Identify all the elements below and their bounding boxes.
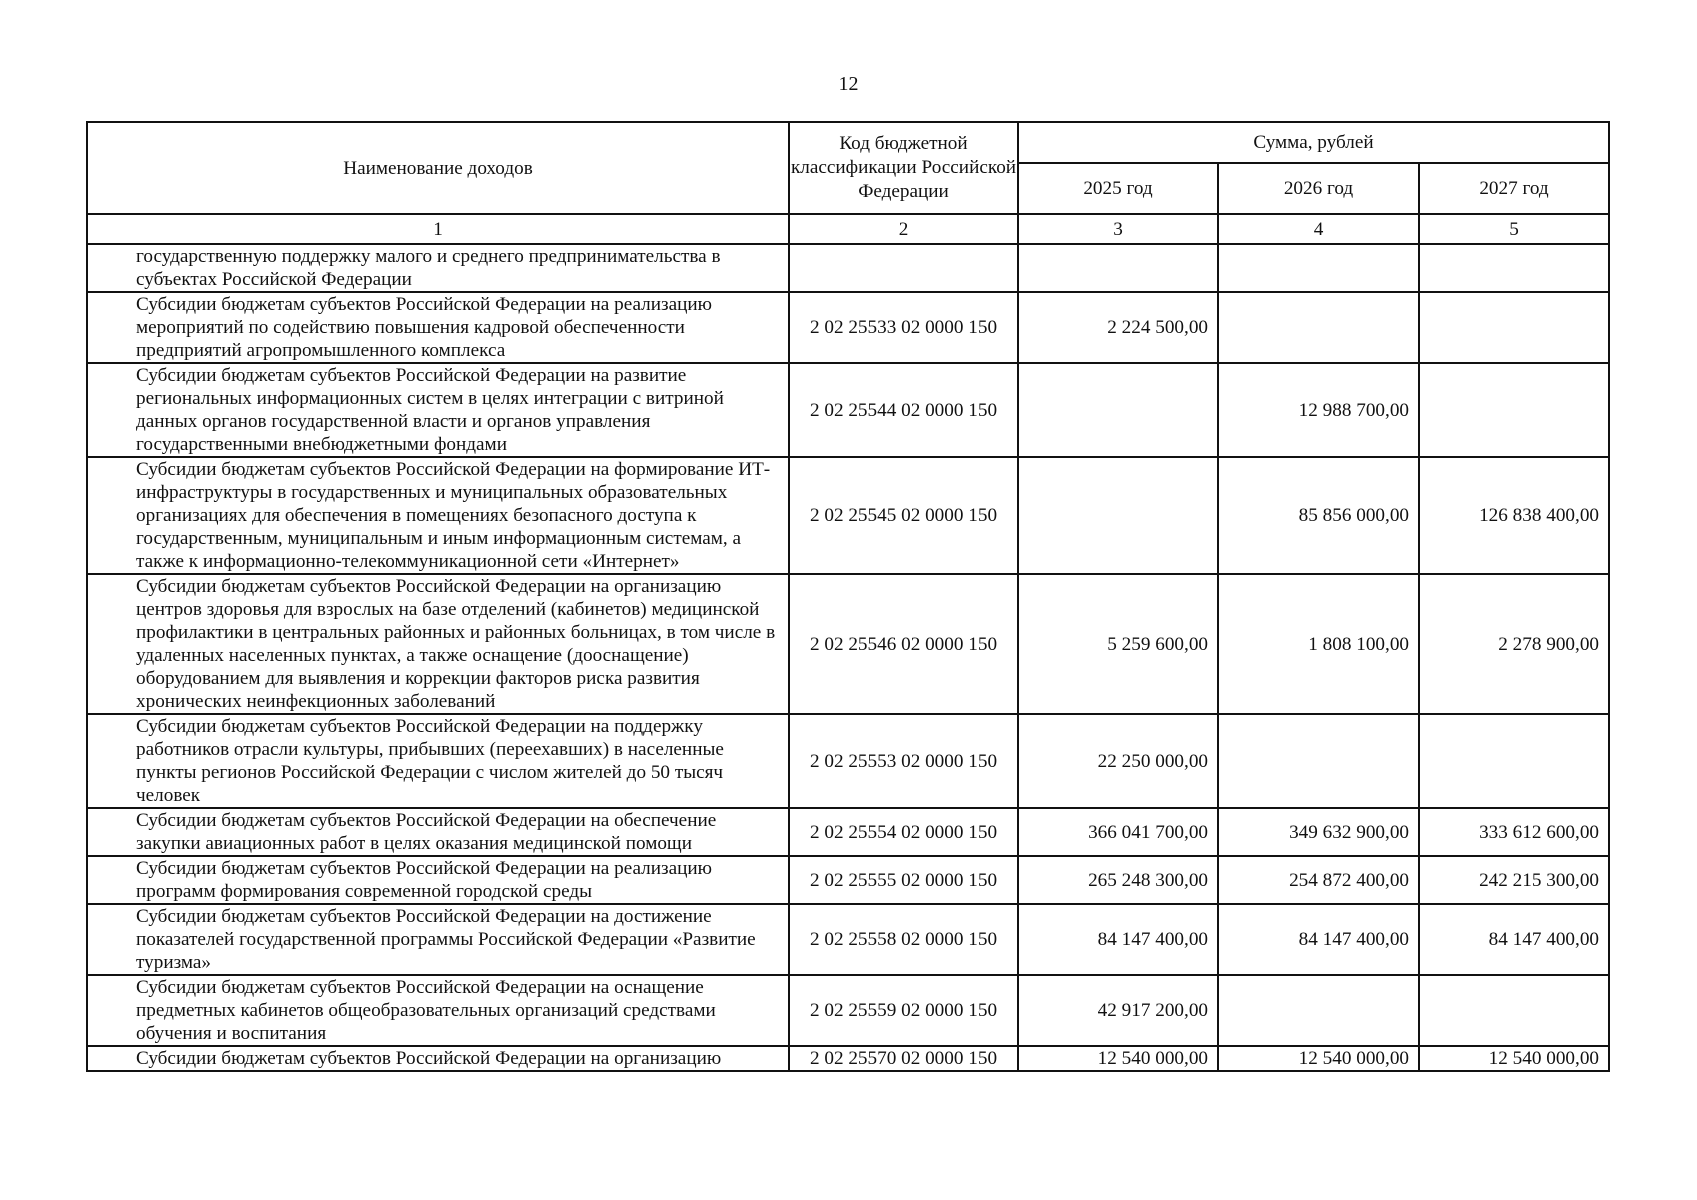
budget-code: 2 02 25544 02 0000 150 <box>789 363 1018 457</box>
budget-code: 2 02 25558 02 0000 150 <box>789 904 1018 975</box>
column-number: 4 <box>1218 214 1419 244</box>
amount-2027: 126 838 400,00 <box>1419 457 1609 574</box>
table-row <box>87 457 1609 574</box>
budget-code: 2 02 25559 02 0000 150 <box>789 975 1018 1046</box>
page-number: 12 <box>838 73 859 95</box>
table-row <box>87 904 1609 975</box>
income-name: Субсидии бюджетам субъектов Российской Федерации на развитие региональных информационных систем в целях интеграции с витриной данных органов государственной власти и органов управления государственными внебюджетными фондами <box>87 363 789 457</box>
amount-2025: 12 540 000,00 <box>1018 1046 1218 1071</box>
amount-2026: 85 856 000,00 <box>1218 457 1419 574</box>
table-row <box>87 856 1609 904</box>
budget-code: 2 02 25546 02 0000 150 <box>789 574 1018 714</box>
amount-2025: 42 917 200,00 <box>1018 975 1218 1046</box>
amount-2025 <box>1018 363 1218 457</box>
amount-2027 <box>1419 975 1609 1046</box>
column-number: 3 <box>1018 214 1218 244</box>
income-name: Субсидии бюджетам субъектов Российской Федерации на реализацию программ формирования современной городской среды <box>87 856 789 904</box>
amount-2027 <box>1419 363 1609 457</box>
header-sum: Сумма, рублей <box>1018 122 1609 163</box>
amount-2026 <box>1218 975 1419 1046</box>
amount-2026: 12 988 700,00 <box>1218 363 1419 457</box>
income-name: Субсидии бюджетам субъектов Российской Федерации на организацию центров здоровья для взрослых на базе отделений (кабинетов) медицинской профилактики в центральных районных и районных больницах, в том числе в удаленных населенных пунктах, а также оснащение (дооснащение) оборудованием для выявления и коррекции факторов риска развития хронических неинфекционных заболеваний <box>87 574 789 714</box>
column-number: 2 <box>789 214 1018 244</box>
amount-2027: 12 540 000,00 <box>1419 1046 1609 1071</box>
amount-2027: 84 147 400,00 <box>1419 904 1609 975</box>
amount-2026: 254 872 400,00 <box>1218 856 1419 904</box>
amount-2026: 1 808 100,00 <box>1218 574 1419 714</box>
amount-2027: 242 215 300,00 <box>1419 856 1609 904</box>
budget-code: 2 02 25570 02 0000 150 <box>789 1046 1018 1071</box>
amount-2027 <box>1419 292 1609 363</box>
amount-2025: 5 259 600,00 <box>1018 574 1218 714</box>
amount-2025: 84 147 400,00 <box>1018 904 1218 975</box>
table-row <box>87 363 1609 457</box>
amount-2027 <box>1419 244 1609 292</box>
budget-code: 2 02 25545 02 0000 150 <box>789 457 1018 574</box>
amount-2025 <box>1018 457 1218 574</box>
budget-table <box>86 121 1610 1072</box>
column-number-row <box>87 214 1609 244</box>
income-name: Субсидии бюджетам субъектов Российской Федерации на достижение показателей государственной программы Российской Федерации «Развитие туризма» <box>87 904 789 975</box>
header-income-name: Наименование доходов <box>87 122 789 214</box>
amount-2026: 12 540 000,00 <box>1218 1046 1419 1071</box>
amount-2026 <box>1218 244 1419 292</box>
column-number: 1 <box>87 214 789 244</box>
amount-2026: 84 147 400,00 <box>1218 904 1419 975</box>
amount-2025: 265 248 300,00 <box>1018 856 1218 904</box>
income-name: Субсидии бюджетам субъектов Российской Федерации на организацию <box>87 1046 789 1071</box>
column-number: 5 <box>1419 214 1609 244</box>
header-year-2026: 2026 год <box>1218 163 1419 214</box>
table-row <box>87 244 1609 292</box>
budget-code <box>789 244 1018 292</box>
amount-2025: 366 041 700,00 <box>1018 808 1218 856</box>
amount-2027: 333 612 600,00 <box>1419 808 1609 856</box>
table-row <box>87 975 1609 1046</box>
amount-2025: 22 250 000,00 <box>1018 714 1218 808</box>
income-name: государственную поддержку малого и среднего предпринимательства в субъектах Российской Федерации <box>87 244 789 292</box>
amount-2026 <box>1218 292 1419 363</box>
income-name: Субсидии бюджетам субъектов Российской Федерации на формирование ИТ-инфраструктуры в государственных и муниципальных образовательных организациях для обеспечения в помещениях безопасного доступа к государственным, муниципальным и иным информационным системам, а также к информационно-телекоммуникационной сети «Интернет» <box>87 457 789 574</box>
income-name: Субсидии бюджетам субъектов Российской Федерации на реализацию мероприятий по содействию повышения кадровой обеспеченности предприятий агропромышленного комплекса <box>87 292 789 363</box>
table-row <box>87 1046 1609 1071</box>
budget-code: 2 02 25533 02 0000 150 <box>789 292 1018 363</box>
budget-code: 2 02 25554 02 0000 150 <box>789 808 1018 856</box>
table-row <box>87 292 1609 363</box>
amount-2027 <box>1419 714 1609 808</box>
income-name: Субсидии бюджетам субъектов Российской Федерации на обеспечение закупки авиационных работ в целях оказания медицинской помощи <box>87 808 789 856</box>
income-name: Субсидии бюджетам субъектов Российской Федерации на оснащение предметных кабинетов общеобразовательных организаций средствами обучения и воспитания <box>87 975 789 1046</box>
amount-2026 <box>1218 714 1419 808</box>
table-row <box>87 574 1609 714</box>
header-year-2025: 2025 год <box>1018 163 1218 214</box>
header-budget-code: Код бюджетной классификации Российской Федерации <box>789 122 1018 214</box>
amount-2026: 349 632 900,00 <box>1218 808 1419 856</box>
budget-code: 2 02 25553 02 0000 150 <box>789 714 1018 808</box>
header-year-2027: 2027 год <box>1419 163 1609 214</box>
table-row <box>87 714 1609 808</box>
amount-2025 <box>1018 244 1218 292</box>
budget-code: 2 02 25555 02 0000 150 <box>789 856 1018 904</box>
amount-2027: 2 278 900,00 <box>1419 574 1609 714</box>
income-name: Субсидии бюджетам субъектов Российской Федерации на поддержку работников отрасли культуры, прибывших (переехавших) в населенные пункты регионов Российской Федерации с числом жителей до 50 тысяч человек <box>87 714 789 808</box>
table-row <box>87 808 1609 856</box>
amount-2025: 2 224 500,00 <box>1018 292 1218 363</box>
